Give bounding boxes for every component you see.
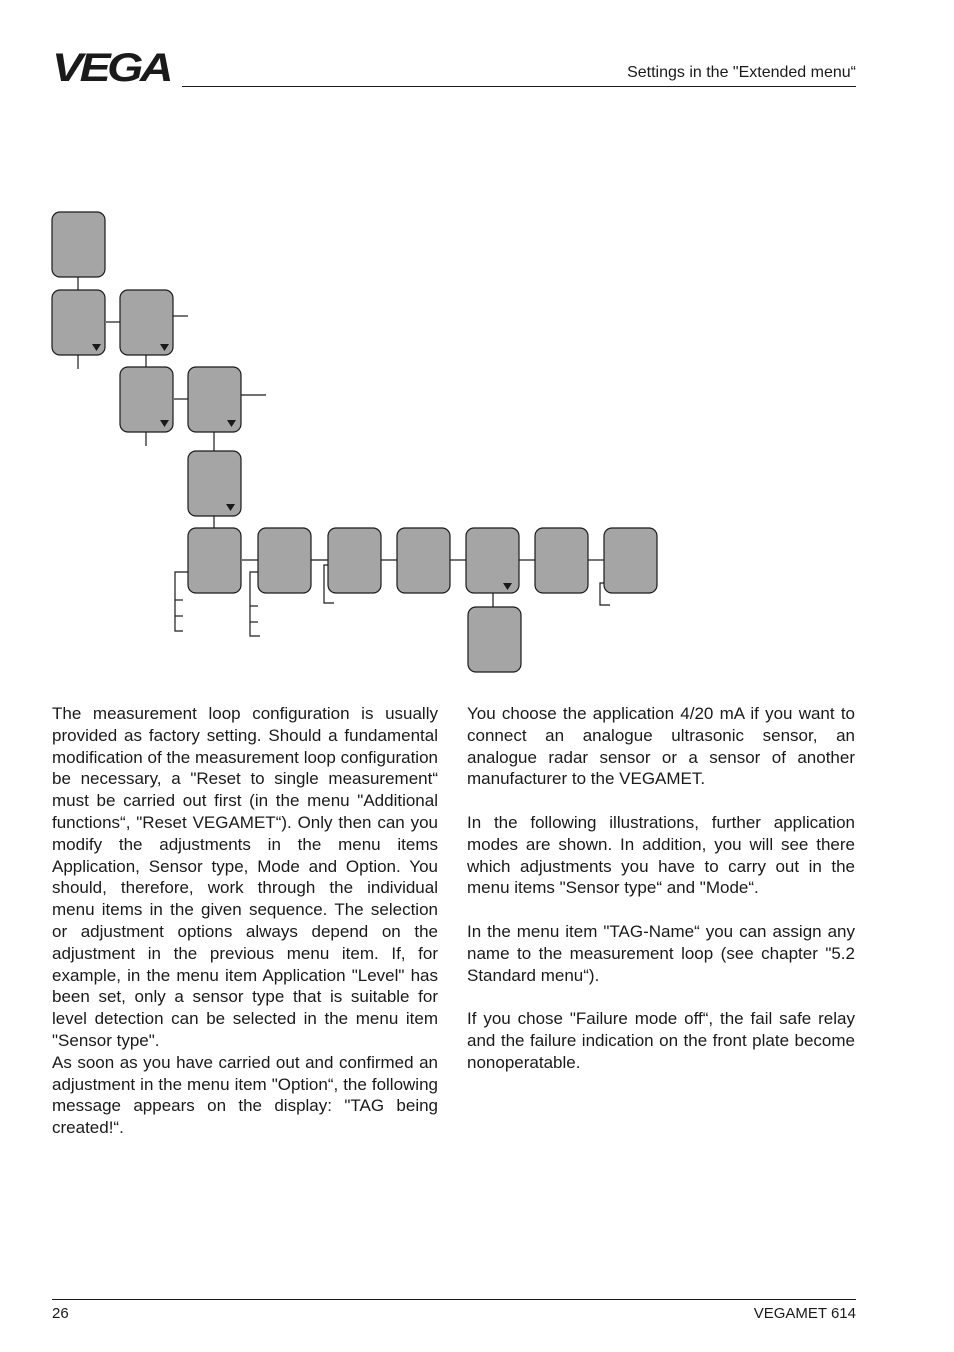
paragraph: The measurement loop configuration is usually provided as factory setting. Should a fundamental modification of the measurement loop configuration be necessary, a "Reset to single measurement“ must be carried out first (in the menu "Additional functions“, "Reset VEGAMET“). Only then can you modify the adjustments in the menu items Application, Sensor type, Mode and Option. You should, therefore, work through the individual menu items in the given sequence. The selection or adjustment options always depend on the adjustment in the previous menu item. If, for example, in the menu item Application "Level" has been set, only a sensor type that is suitable for level detection can be selected in the menu item "Sensor type". (52, 704, 438, 1050)
paragraph: If you chose "Failure mode off“, the fail safe relay and the failure indication on the front plate become nonoperatable. (467, 1009, 855, 1072)
paragraph: In the menu item "TAG-Name“ you can assign any name to the measurement loop (see chapter "5.2 Standard menu“). (467, 921, 855, 985)
menu-box-1 (52, 212, 105, 277)
section-title: Settings in the "Extended menu“ (627, 64, 856, 81)
logo-lettering: VEGA (52, 50, 171, 84)
menu-box-7 (188, 528, 241, 593)
menu-box-13 (604, 528, 657, 593)
paragraph: As soon as you have carried out and confirmed an adjustment in the menu item "Option“, the following message appears on the display: "TAG being created!“. (52, 1052, 438, 1138)
footer-rule (52, 1299, 856, 1300)
left-column (52, 703, 438, 1161)
page-number: 26 (52, 1305, 69, 1322)
product-name: VEGAMET 614 (753, 1305, 856, 1322)
menu-box-14 (468, 607, 521, 672)
menu-box-8 (258, 528, 311, 593)
menu-box-9 (328, 528, 381, 593)
menu-box-10 (397, 528, 450, 593)
menu-box-12 (535, 528, 588, 593)
paragraph: You choose the application 4/20 mA if you want to connect an analogue ultrasonic sensor, an analogue radar sensor or a sensor of another manufacturer to the VEGAMET. (467, 704, 855, 789)
right-column (467, 703, 855, 1095)
paragraph: In the following illustrations, further application modes are shown. In addition, you will see there which adjustments you have to carry out in the menu items "Sensor type“ and "Mode“. (467, 812, 855, 898)
